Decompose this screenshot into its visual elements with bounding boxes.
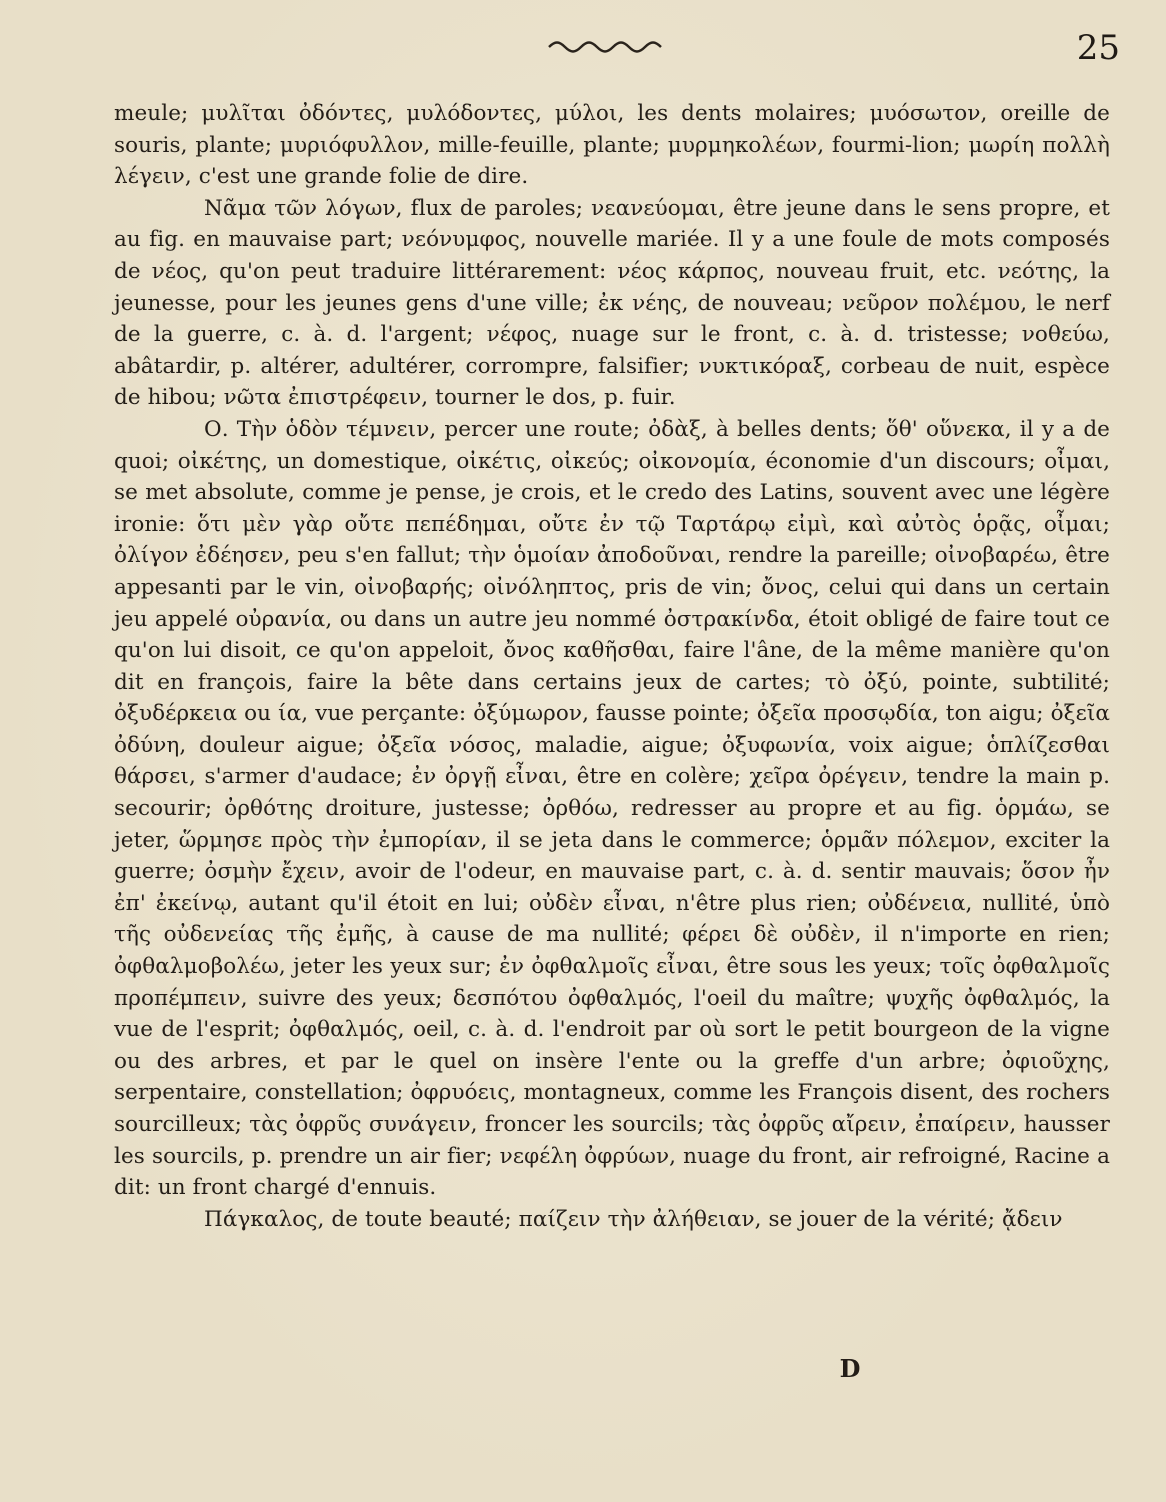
page-number: 25 [1076,28,1120,68]
ornamental-rule-icon [545,36,665,56]
paragraph-p-entries: Πάγκαλος, de toute beauté; παίζειν τὴν ἀλήθειαν, se jouer de la vérité; ᾄδειν [204,1206,1063,1232]
paragraph-n-entries: Νᾶμα τῶν λόγων, flux de paroles; νεανεύομαι, être jeune dans le sens propre, et au fig. en mauvaise part; νεόνυμφος, nouvelle mariée. Il y a une foule de mots composés de νέος, qu'on peut traduire littérarement: νέος κάρπος, nouveau fruit, etc. νεότης, la jeunesse, pour les jeunes gens d'une ville; ἐκ νέης, de nouveau; νεῦρον πολέμου, le nerf de la guerre, c. à. d. l'argent; νέφος, nuage sur le front, c. à. d. tristesse; νοθεύω, abâtardir, p. altérer, adultérer, corrompre, falsifier; νυκτικόραξ, corbeau de nuit, espèce de hibou; νῶτα ἐπιστρέφειν, tourner le dos, p. fuir. [114,195,1110,411]
paragraph-m-entries: meule; μυλῖται ὀδόντες, μυλόδοντες, μύλοι, les dents molaires; μυόσωτον, oreille de souris, plante; μυριόφυλλον, mille-feuille, plante; μυρμηκολέων, fourmi-lion; μωρίη πολλὴ λέγειν, c'est une grande folie de dire. [114,101,1110,190]
body-text [114,98,1110,1235]
signature-mark: D [839,1354,861,1383]
paragraph-o-entries: Ο. Τὴν ὁδὸν τέμνειν, percer une route; ὀδὰξ, à belles dents; ὅθ' οὕνεκα, il y a de quoi; οἰκέτης, un domestique, οἰκέτις, οἰκεύς; οἰκονομία, économie d'un discours; οἶμαι, se met absolute, comme je pense, je crois, et le credo des Latins, souvent avec une légère ironie: ὅτι μὲν γὰρ οὔτε πεπέδημαι, οὔτε ἐν τῷ Ταρτάρῳ εἰμὶ, καὶ αὐτὸς ὁρᾷς, οἶμαι; ὀλίγον ἐδέησεν, peu s'en fallut; τὴν ὁμοίαν ἀποδοῦναι, rendre la pareille; οἰνοβαρέω, être appesanti par le vin, οἰνοβαρής; οἰνόληπτος, pris de vin; ὄνος, celui qui dans un certain jeu appelé οὐρανία, ou dans un autre jeu nommé ὀστρακίνδα, étoit obligé de faire tout ce qu'on lui disoit, ce qu'on appeloit, ὄνος καθῆσθαι, faire l'âne, de la même manière qu'on dit en françois, faire la bête dans certains jeux de cartes; τὸ ὀξύ, pointe, subtilité; ὀξυδέρκεια ou ία, vue perçante: ὀξύμωρον, fausse pointe; ὀξεῖα προσῳδία, ton aigu; ὀξεῖα ὀδύνη, douleur aigue; ὀξεῖα νόσος, maladie, aigue; ὀξυφωνία, voix aigue; ὁπλίζεσθαι θάρσει, s'armer d'audace; ἐν ὀργῇ εἶναι, être en colère; χεῖρα ὀρέγειν, tendre la main p. secourir; ὀρθότης droiture, justesse; ὀρθόω, redresser au propre et au fig. ὁρμάω, se jeter, ὥρμησε πρὸς τὴν ἐμπορίαν, il se jeta dans le commerce; ὁρμᾶν πόλεμον, exciter la guerre; ὀσμὴν ἔχειν, avoir de l'odeur, en mauvaise part, c. à. d. sentir mauvais; ὅσον ἦν ἐπ' ἐκείνῳ, autant qu'il étoit en lui; οὐδὲν εἶναι, n'être plus rien; οὐδένεια, nullité, ὑπὸ τῆς οὐδενείας τῆς ἐμῆς, à cause de ma nullité; φέρει δὲ οὐδὲν, il n'importe en rien; ὀφθαλμοβολέω, jeter les yeux sur; ἐν ὀφθαλμοῖς εἶναι, être sous les yeux; τοῖς ὀφθαλμοῖς προπέμπειν, suivre des yeux; δεσπότου ὀφθαλμός, l'oeil du maître; ψυχῆς ὀφθαλμός, la vue de l'esprit; ὀφθαλμός, oeil, c. à. d. l'endroit par où sort le petit bourgeon de la vigne ou des arbres, et par le quel on insère l'ente ou la greffe d'un arbre; ὀφιοῦχης, serpentaire, constellation; ὀφρυόεις, montagneux, comme les François disent, des rochers sourcilleux; τὰς ὀφρῦς συνάγειν, froncer les sourcils; τὰς ὀφρῦς αἴρειν, ἐπαίρειν, hausser les sourcils, p. prendre un air fier; νεφέλη ὀφρύων, nuage du front, air refroigné, Racine a dit: un front chargé d'ennuis. [114,416,1110,1201]
